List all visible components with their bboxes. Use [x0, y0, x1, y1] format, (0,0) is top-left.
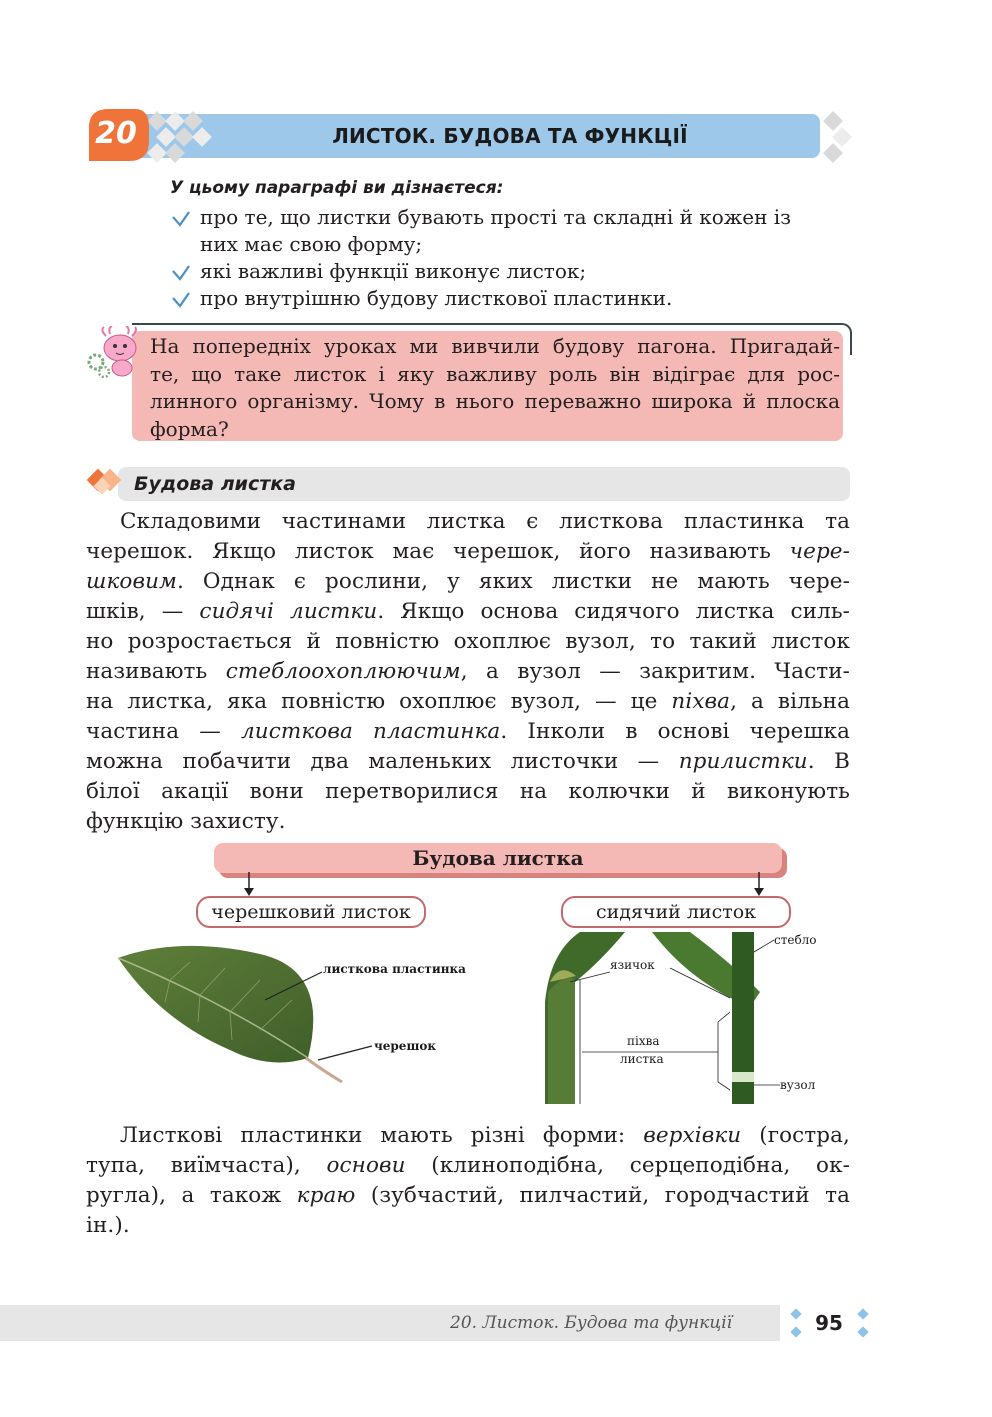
- question-text: На попередніх уроках ми вивчили будову пагона. Пригадай- те, що таке листок і яку важливу роль він відіграє для рос- линного організму. Чому в нього переважно широка й плоска форма?: [150, 334, 840, 441]
- running-title: 20. Листок. Будова та функції: [450, 1313, 733, 1333]
- body-paragraph-2: Листкові пластинки мають різні форми: верхівки (гостра, тупа, виїмчаста), основи (клиноподібна, серцеподібна, ок- ругла), а також краю (зубчастий, пилчастий, городчастий та ін.).: [86, 1123, 850, 1238]
- objective-item-1: про те, що листки бувають прості та складні й кожен із них має свою форму;: [200, 205, 792, 256]
- diagram-title-box: Будова листка: [214, 843, 782, 873]
- objectives-heading: У цьому параграфі ви дізнаєтеся:: [170, 178, 504, 198]
- label-node: вузол: [780, 1078, 816, 1092]
- chapter-number: 20: [95, 116, 137, 151]
- objective-item-2: які важливі функції виконує листок;: [200, 259, 587, 283]
- chapter-title: ЛИСТОК. БУДОВА ТА ФУНКЦІЇ: [332, 124, 688, 148]
- label-leaf-blade: листкова пластинка: [323, 962, 466, 976]
- check-icon: [170, 208, 192, 230]
- label-sheath-1: піхва: [627, 1034, 660, 1048]
- check-icon: [170, 289, 192, 311]
- page-number: 95: [815, 1311, 843, 1335]
- label-sheath-2: листка: [620, 1052, 664, 1066]
- label-stem: стебло: [774, 933, 817, 947]
- diagram-arrows: [240, 872, 770, 898]
- body-paragraph-1: Складовими частинами листка є листкова пластинка та черешок. Якщо листок має черешок, його називають чере- шковим. Однак є рослини, у яких листки не мають чере- шків, — сидячі листки. Якщо основа сидячого листка силь- но розростається й повністю охоплює вузол, то такий листок називають стеблоохоплюючим, а вузол — закритим. Части- на листка, яка повністю охоплює вузол, — це піхва, а вільна частина — листкова пластинка. Інколи в основі черешка можна побачити два маленьких листочки — прилистки. В білої акації вони перетворилися на колючки й виконують функцію захисту.: [86, 509, 850, 834]
- axolotl-mascot-icon: [84, 326, 144, 378]
- section-title: Будова листка: [134, 473, 296, 495]
- petiolate-leaf-box: черешковий листок: [196, 896, 426, 928]
- label-ligule: язичок: [610, 958, 655, 972]
- label-petiole: черешок: [374, 1039, 437, 1053]
- sessile-leaf-box: сидячий листок: [561, 896, 791, 928]
- objective-item-3: про внутрішню будову листкової пластинки.: [200, 286, 673, 310]
- check-icon: [170, 262, 192, 284]
